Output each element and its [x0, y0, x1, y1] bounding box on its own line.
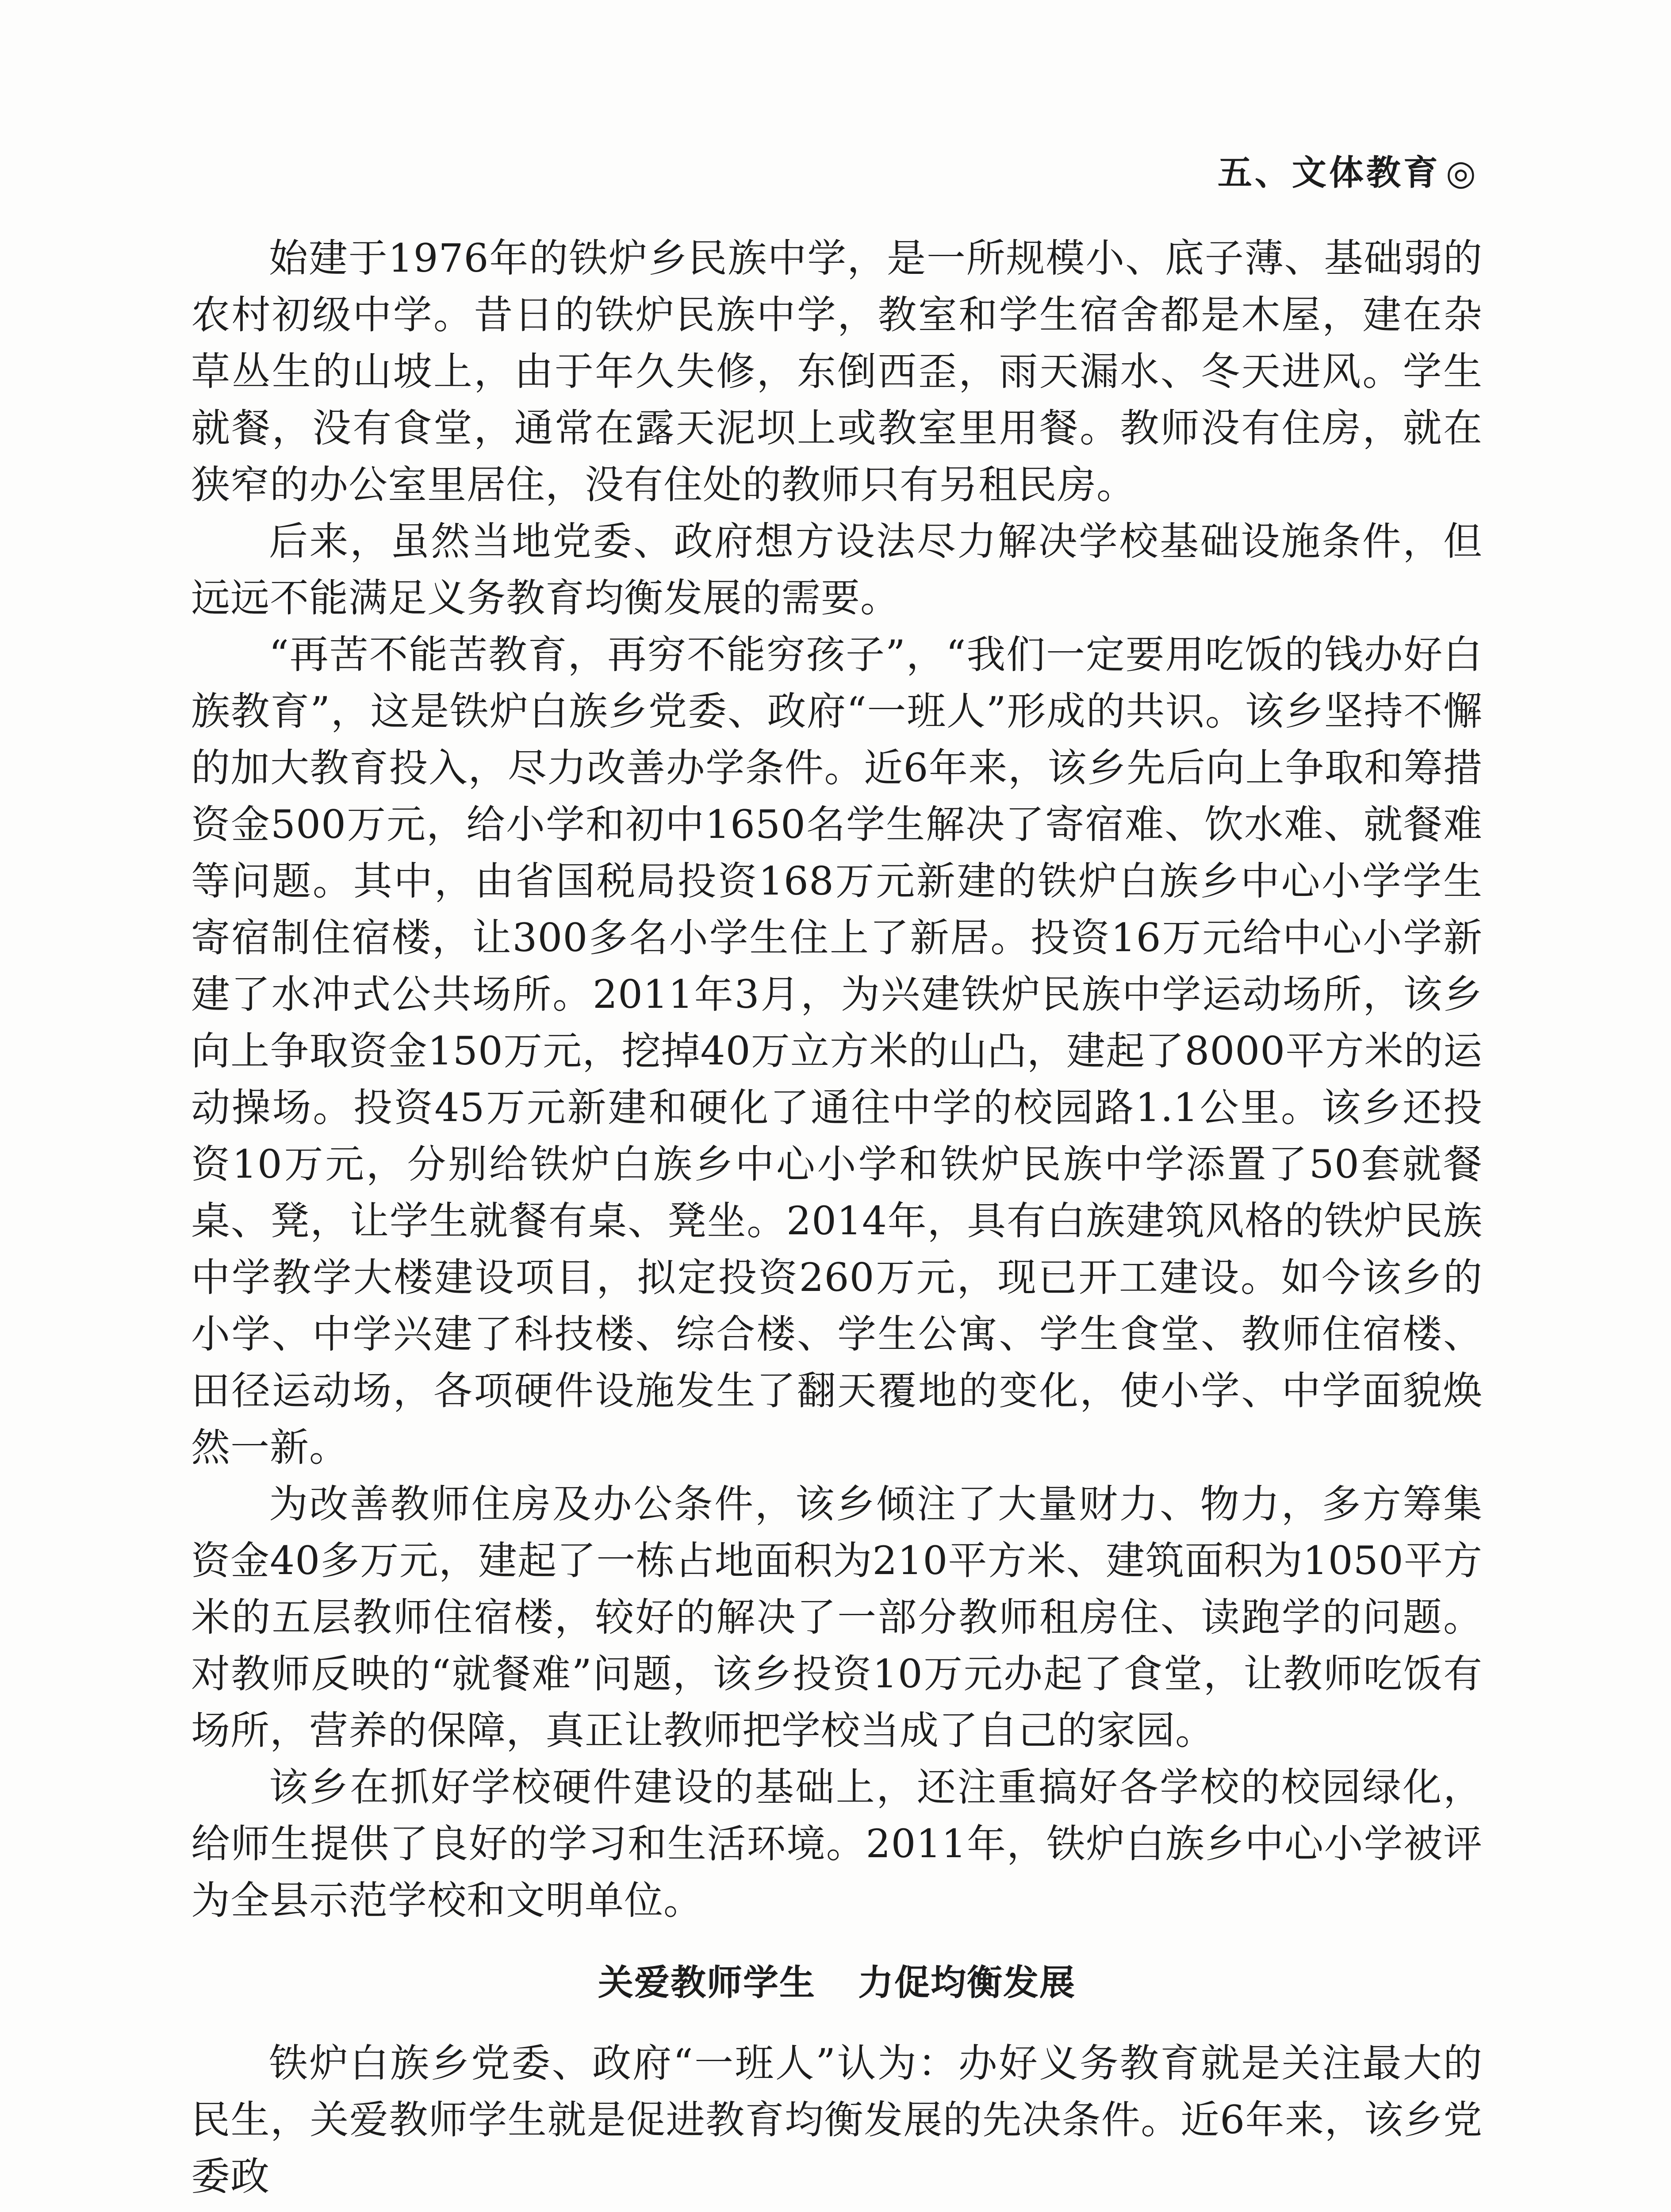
paragraph-4: 为改善教师住房及办公条件，该乡倾注了大量财力、物力，多方筹集资金40多万元，建起了一栋占地面积为210平方米、建筑面积为1050平方米的五层教师住宿楼，较好的解决了一部分教师租房住、读跑学的问题。对教师反映的“就餐难”问题，该乡投资10万元办起了食堂，让教师吃饭有场所，营养的保障，真正让教师把学校当成了自己的家园。	[191, 1481, 1483, 1753]
paragraph-1: 始建于1976年的铁炉乡民族中学，是一所规模小、底子薄、基础弱的农村初级中学。昔日的铁炉民族中学，教室和学生宿舍都是木屋，建在杂草丛生的山坡上，由于年久失修，东倒西歪，雨天漏水、冬天进风。学生就餐，没有食堂，通常在露天泥坝上或教室里用餐。教师没有住房，就在狭窄的办公室里居住，没有住处的教师只有另租民房。	[191, 235, 1483, 507]
paragraph-closing: 铁炉白族乡党委、政府“一班人”认为：办好义务教育就是关注最大的民生，关爱教师学生就是促进教育均衡发展的先决条件。近6年来，该乡党委政	[191, 2040, 1483, 2199]
body-text	[191, 230, 1483, 2205]
running-header-title: 五、文体教育	[1217, 153, 1441, 193]
section-heading-part2: 力促均衡发展	[858, 1962, 1076, 2003]
section-heading	[191, 1958, 1483, 2008]
paragraph-5: 该乡在抓好学校硬件建设的基础上，还注重搞好各学校的校园绿化，给师生提供了良好的学习和生活环境。2011年，铁炉白族乡中心小学被评为全县示范学校和文明单位。	[191, 1764, 1483, 1923]
paragraph-3: “再苦不能苦教育，再穷不能穷孩子”，“我们一定要用吃饭的钱办好白族教育”，这是铁炉白族乡党委、政府“一班人”形成的共识。该乡坚持不懈的加大教育投入，尽力改善办学条件。近6年来，该乡先后向上争取和筹措资金500万元，给小学和初中1650名学生解决了寄宿难、饮水难、就餐难等问题。其中，由省国税局投资168万元新建的铁炉白族乡中心小学学生寄宿制住宿楼，让300多名小学生住上了新居。投资16万元给中心小学新建了水冲式公共场所。2011年3月，为兴建铁炉民族中学运动场所，该乡向上争取资金150万元，挖掉40万立方米的山凸，建起了8000平方米的运动操场。投资45万元新建和硬化了通往中学的校园路1.1公里。该乡还投资10万元，分别给铁炉白族乡中心小学和铁炉民族中学添置了50套就餐桌、凳，让学生就餐有桌、凳坐。2014年，具有白族建筑风格的铁炉民族中学教学大楼建设项目，拟定投资260万元，现已开工建设。如今该乡的小学、中学兴建了科技楼、综合楼、学生公寓、学生食堂、教师住宿楼、田径运动场，各项硬件设施发生了翻天覆地的变化，使小学、中学面貌焕然一新。	[191, 632, 1483, 1470]
running-header	[1217, 153, 1479, 193]
ornament-icon: ◎	[1445, 153, 1479, 193]
paragraph-2: 后来，虽然当地党委、政府想方设法尽力解决学校基础设施条件，但远远不能满足义务教育均衡发展的需要。	[191, 518, 1483, 621]
section-heading-part1: 关爱教师学生	[598, 1962, 816, 2003]
